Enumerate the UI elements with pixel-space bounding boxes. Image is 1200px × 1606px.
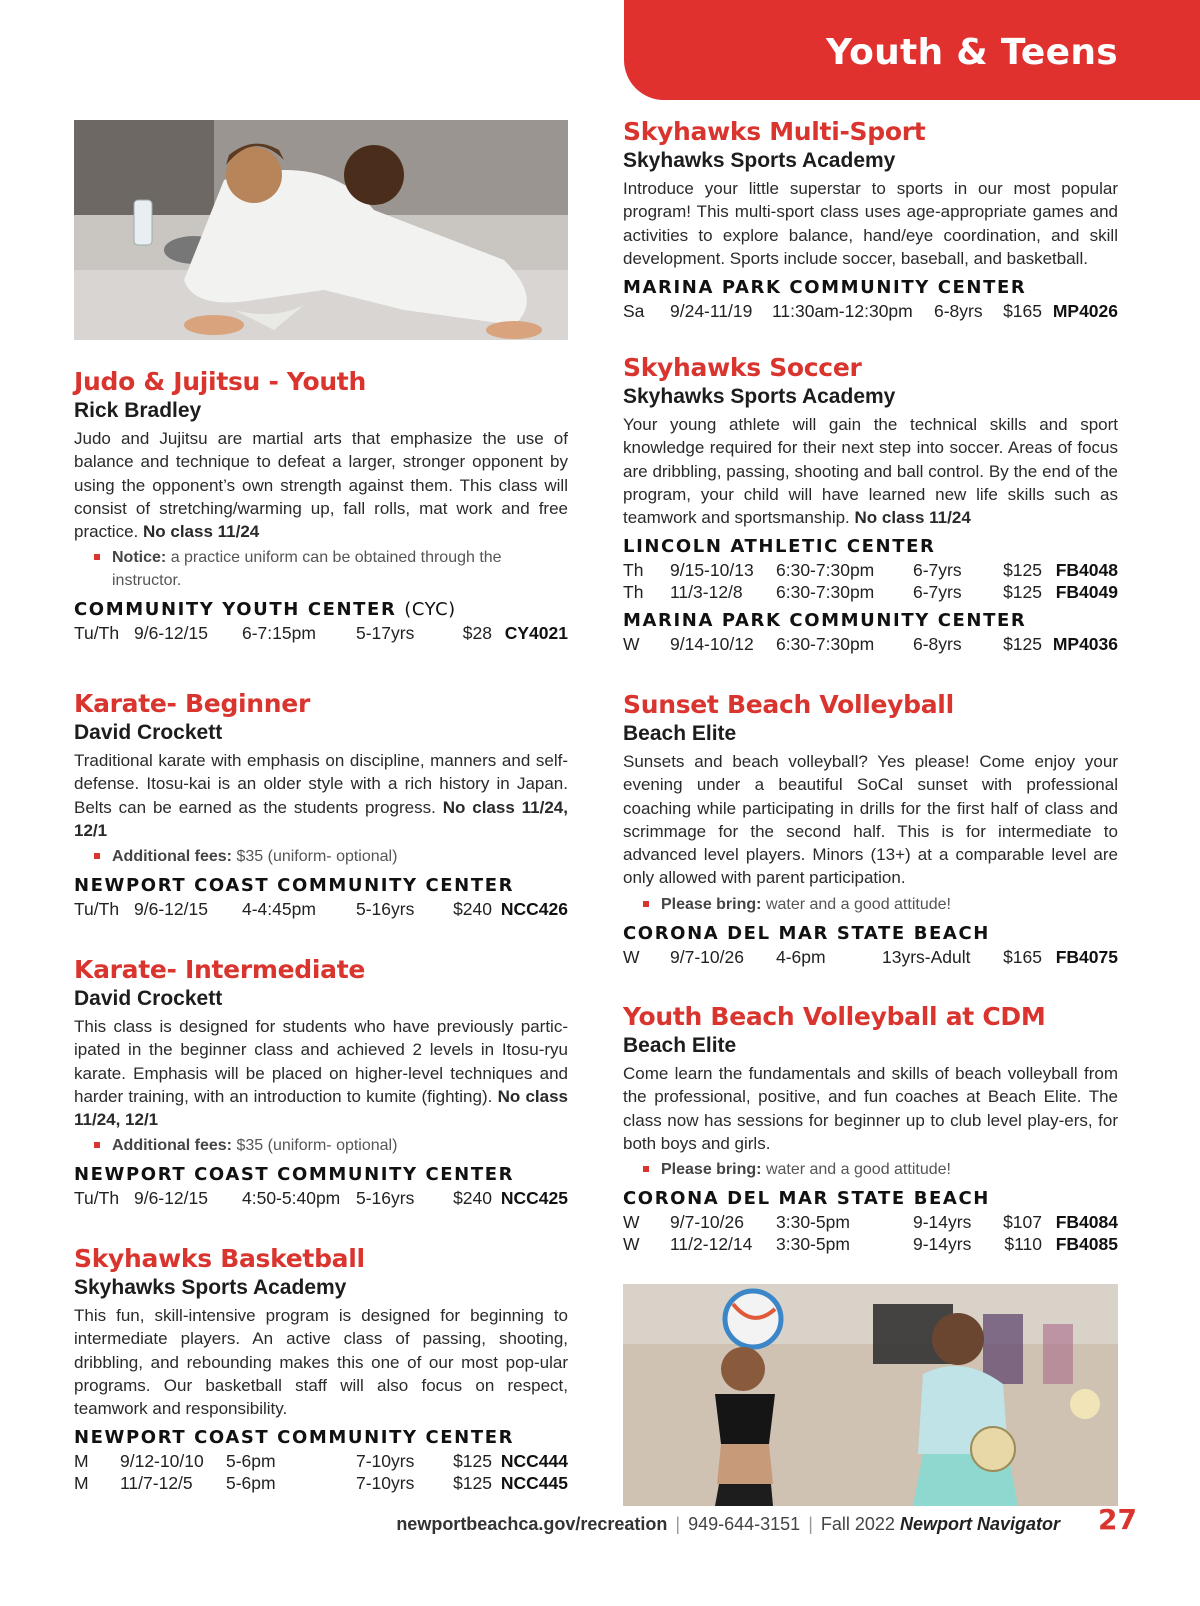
session-days: M [74, 1451, 89, 1472]
section-header-tab [624, 0, 1200, 100]
location-abbrev: (CYC) [404, 599, 456, 621]
session-code: FB4075 [1055, 946, 1118, 967]
description-text: Your young athlete will gain the technical skills and sport knowledge required for their next step into soccer. Areas of focus are dribbling, passing, shooting and ball control. By the end of the program, your child will have learned new life skills such as teamwork and sportsmanship. [623, 415, 1118, 528]
session-row [623, 946, 1118, 968]
session-row [623, 1233, 1118, 1255]
course-location: NEWPORT COAST COMMUNITY CENTER [74, 875, 515, 897]
description-text: Traditional karate with emphasis on discipline, manners and self-defense. Itosu-kai is an older style with a rich history in Japan. Belts can be earned as the students progress. [74, 751, 568, 817]
session-fee: $165 [1003, 946, 1042, 967]
session-days: Tu/Th [74, 899, 120, 920]
course-description: This fun, skill-intensive program is designed for beginning to intermediate players. An active class of passing, shooting, dribbling, and rebounding makes this one of our most pop-ular programs. Our basketball staff will also focus on respect, teamwork and responsibility. [74, 1306, 568, 1419]
session-dates: 9/12-10/10 [120, 1451, 204, 1472]
course-title: Karate- Intermediate [74, 955, 366, 984]
course-instructor: David Crockett [74, 721, 223, 744]
page-number: 27 [1098, 1503, 1137, 1536]
session-days: Sa [623, 301, 645, 322]
session-code: MP4036 [1052, 634, 1118, 655]
footer-separator: | [808, 1514, 813, 1534]
no-class-note: No class 11/24 [854, 508, 971, 528]
session-fee: $125 [1003, 634, 1042, 655]
session-code: FB4085 [1055, 1234, 1118, 1255]
no-class-note: No class 11/24 [142, 522, 260, 542]
course-location: MARINA PARK COMMUNITY CENTER [623, 277, 1027, 299]
session-fee: $125 [453, 1473, 492, 1494]
session-time: 4-6pm [776, 946, 826, 967]
session-days: W [623, 1212, 640, 1233]
session-code: NCC445 [500, 1473, 568, 1494]
bring-bullet [623, 1158, 1118, 1181]
session-age: 13yrs-Adult [882, 946, 971, 967]
session-row [623, 1211, 1118, 1233]
course-description: Come learn the fundamentals and skills of beach volleyball from the professional, positive, and fun coaches at Beach Elite. The class now has sessions for beginner up to club level play-ers, for both boys and girls. [623, 1064, 1118, 1153]
course-location: LINCOLN ATHLETIC CENTER [623, 536, 936, 558]
session-code: NCC425 [500, 1188, 568, 1209]
course-description [623, 413, 1118, 529]
session-dates: 9/15-10/13 [670, 560, 754, 581]
session-row [623, 581, 1118, 603]
course-title: Skyhawks Basketball [74, 1244, 365, 1273]
course-judo [74, 367, 568, 644]
session-days: Th [623, 560, 644, 581]
session-code: NCC444 [500, 1451, 568, 1472]
session-age: 6-8yrs [934, 301, 983, 322]
course-description [74, 427, 568, 543]
note-label: Additional fees: [112, 1137, 233, 1155]
session-age: 9-14yrs [913, 1212, 972, 1233]
notice-bullet [74, 546, 568, 592]
session-dates: 11/7-12/5 [120, 1473, 193, 1494]
session-code: MP4026 [1052, 301, 1118, 322]
course-instructor: Skyhawks Sports Academy [74, 1276, 347, 1299]
course-title: Skyhawks Multi-Sport [623, 117, 926, 146]
note-label: Please bring: [661, 1161, 762, 1179]
session-days: W [623, 946, 640, 967]
course-instructor: Rick Bradley [74, 399, 202, 422]
course-title: Skyhawks Soccer [623, 353, 862, 382]
note-text: water and a good attitude! [765, 895, 951, 913]
course-location: MARINA PARK COMMUNITY CENTER [623, 610, 1027, 632]
session-row [74, 1187, 568, 1209]
course-title: Youth Beach Volleyball at CDM [623, 1002, 1046, 1031]
session-code: FB4049 [1055, 582, 1118, 603]
course-instructor: Beach Elite [623, 722, 737, 745]
session-fee: $28 [462, 623, 492, 644]
session-row [623, 633, 1118, 655]
session-dates: 9/6-12/15 [134, 1188, 208, 1209]
description-text: Judo and Jujitsu are martial arts that emphasize the use of balance and technique to defeat a larger, stronger opponent by using the opponent’s own strength against them. This class will consist of stretching/warming up, fall rolls, mat work and free practice. [74, 429, 568, 542]
session-time: 11:30am-12:30pm [772, 301, 913, 322]
beach-volleyball-photo [623, 1284, 1118, 1506]
course-location [74, 598, 568, 622]
session-dates: 11/2-12/14 [670, 1234, 753, 1255]
session-dates: 9/7-10/26 [670, 946, 744, 967]
bring-bullet [623, 893, 1118, 916]
session-time: 4-4:45pm [242, 899, 316, 920]
session-code: FB4048 [1055, 560, 1118, 581]
session-age: 7-10yrs [356, 1473, 415, 1494]
session-row [623, 300, 1118, 322]
course-sunset-beach-volleyball [623, 690, 1118, 968]
course-skyhawks-soccer [623, 353, 1118, 655]
session-time: 6:30-7:30pm [776, 582, 875, 603]
course-location: NEWPORT COAST COMMUNITY CENTER [74, 1427, 515, 1449]
course-title: Sunset Beach Volleyball [623, 690, 954, 719]
session-dates: 9/14-10/12 [670, 634, 754, 655]
session-fee: $107 [1003, 1212, 1042, 1233]
session-days: Tu/Th [74, 1188, 120, 1209]
session-age: 5-16yrs [356, 899, 415, 920]
session-fee: $240 [453, 1188, 492, 1209]
footer-url[interactable]: newportbeachca.gov/recreation [396, 1514, 668, 1534]
course-location: NEWPORT COAST COMMUNITY CENTER [74, 1164, 515, 1186]
course-instructor: Skyhawks Sports Academy [623, 149, 896, 172]
session-time: 6:30-7:30pm [776, 634, 875, 655]
session-row [74, 622, 568, 644]
session-time: 3:30-5pm [776, 1212, 850, 1233]
session-time: 5-6pm [226, 1473, 276, 1494]
session-days: Th [623, 582, 644, 603]
footer-phone: 949-644-3151 [688, 1514, 801, 1534]
course-skyhawks-basketball [74, 1244, 568, 1494]
session-days: W [623, 634, 640, 655]
session-age: 5-17yrs [356, 623, 415, 644]
judo-photo [74, 120, 568, 340]
session-fee: $125 [1003, 582, 1042, 603]
course-youth-beach-volleyball [623, 1002, 1118, 1255]
fees-bullet [74, 1134, 568, 1157]
session-row [74, 898, 568, 920]
course-description: Sunsets and beach volleyball? Yes please! Come enjoy your evening under a beautiful SoCal sunset with professional coaching while participating in drills for the first half of class and scrimmage for the second half. This is for intermediate to advanced level players. Minors (13+) at a comparable level are only allowed with parent participation. [623, 752, 1118, 888]
no-class-note: No class 11/24, 12/1 [74, 797, 568, 840]
session-age: 5-16yrs [356, 1188, 415, 1209]
session-code: NCC426 [500, 899, 568, 920]
note-text: water and a good attitude! [765, 1161, 951, 1179]
page-footer [0, 1514, 1060, 1535]
session-fee: $110 [1004, 1234, 1042, 1255]
note-text: $35 (uniform- optional) [236, 848, 398, 866]
course-description [74, 749, 568, 842]
session-time: 5-6pm [226, 1451, 276, 1472]
session-dates: 9/7-10/26 [670, 1212, 744, 1233]
session-dates: 9/6-12/15 [134, 899, 208, 920]
session-days: Tu/Th [74, 623, 120, 644]
session-fee: $240 [453, 899, 492, 920]
course-description: Introduce your little superstar to sports in our most popular program! This multi-sport class uses age-appropriate games and activities to explore balance, hand/eye coordination, and skill development. Sports include soccer, baseball, and basketball. [623, 179, 1118, 268]
note-label: Additional fees: [112, 848, 233, 866]
session-row [74, 1450, 568, 1472]
note-label: Please bring: [661, 895, 762, 913]
session-age: 7-10yrs [356, 1451, 415, 1472]
session-days: W [623, 1234, 640, 1255]
course-instructor: Skyhawks Sports Academy [623, 385, 896, 408]
course-skyhawks-multisport [623, 117, 1118, 322]
fees-bullet [74, 845, 568, 868]
course-karate-intermediate [74, 955, 568, 1209]
session-age: 6-7yrs [913, 582, 962, 603]
course-location: CORONA DEL MAR STATE BEACH [623, 1188, 990, 1210]
footer-separator: | [675, 1514, 681, 1534]
course-instructor: Beach Elite [623, 1034, 737, 1057]
session-fee: $125 [1003, 560, 1042, 581]
footer-season: Fall 2022 [820, 1514, 895, 1534]
session-row [623, 559, 1118, 581]
no-class-note: No class 11/24, 12/1 [74, 1086, 568, 1130]
session-days: M [74, 1473, 89, 1494]
session-fee: $165 [1003, 301, 1042, 322]
note-text: $35 (uniform- optional) [236, 1137, 398, 1155]
session-age: 6-8yrs [913, 634, 962, 655]
session-row [74, 1472, 568, 1494]
session-code: FB4084 [1055, 1212, 1118, 1233]
course-karate-beginner [74, 689, 568, 920]
note-text: a practice uniform can be obtained through the instructor. [112, 549, 502, 590]
course-title: Judo & Jujitsu - Youth [74, 367, 366, 396]
section-title: Youth & Teens [826, 32, 1118, 73]
course-title: Karate- Beginner [74, 689, 310, 718]
session-dates: 9/6-12/15 [134, 623, 208, 644]
description-text: This class is designed for students who have previously partic-ipated in the beginner class and achieved 2 levels in Itosu-ryu karate. Emphasis will be placed on higher-level techniques and harder training, with an introduction to kumite (fighting). [74, 1017, 568, 1106]
session-dates: 11/3-12/8 [670, 582, 743, 603]
session-time: 6-7:15pm [242, 623, 316, 644]
session-time: 4:50-5:40pm [242, 1188, 341, 1209]
session-code: CY4021 [504, 623, 568, 644]
location-name: COMMUNITY YOUTH CENTER [74, 599, 397, 621]
course-location: CORONA DEL MAR STATE BEACH [623, 922, 990, 944]
note-label: Notice: [112, 549, 167, 567]
course-instructor: David Crockett [74, 987, 223, 1010]
session-age: 6-7yrs [913, 560, 962, 581]
session-fee: $125 [453, 1451, 492, 1472]
session-dates: 9/24-11/19 [670, 301, 753, 322]
session-time: 3:30-5pm [776, 1234, 850, 1255]
session-time: 6:30-7:30pm [776, 560, 875, 581]
footer-magazine: Newport Navigator [899, 1514, 1060, 1534]
session-age: 9-14yrs [913, 1234, 972, 1255]
course-description [74, 1015, 568, 1131]
